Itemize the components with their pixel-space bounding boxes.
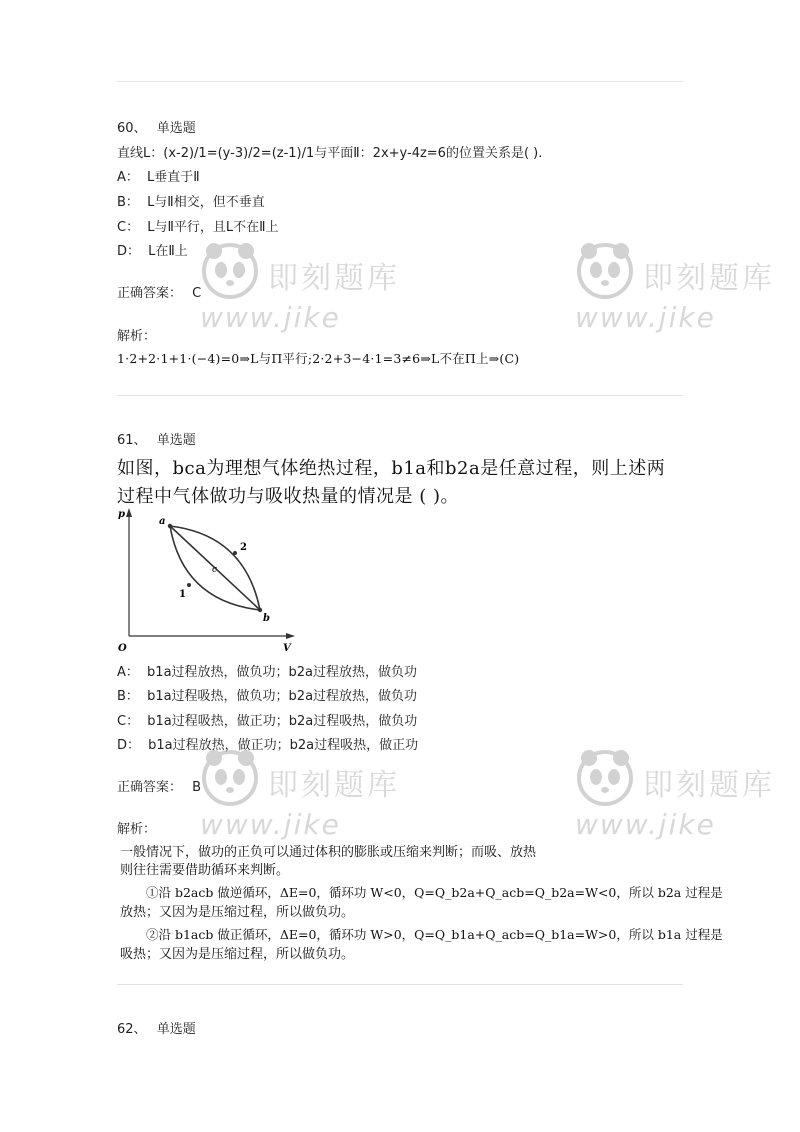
watermark-site: www.jike [575,301,716,334]
point-1 [187,583,191,587]
watermark-site: www.jike [575,808,716,841]
watermark-name: 即刻题库 [643,261,775,296]
watermark [200,742,420,852]
divider [117,984,683,985]
divider [117,395,683,396]
option-d: D： b1a过程放热，做正功；b2a过程吸热，做正功 [117,738,419,753]
point-b [258,608,262,612]
question-type: 单选题 [156,121,196,136]
analysis-label-60: 解析： [117,329,157,344]
label-a: a [159,516,166,527]
watermark-name: 即刻题库 [268,261,400,296]
question-number: 61、 [117,433,147,448]
label-1: 1 [179,589,186,600]
question-type: 单选题 [156,1022,196,1037]
label-b: b [263,613,270,624]
panda-logo-icon [575,241,635,301]
watermark [575,742,800,852]
question-number: 60、 [117,121,147,136]
watermark [575,235,800,345]
option-c: C： L与Ⅱ平行，且L不在Ⅱ上 [117,220,279,235]
origin-label: O [118,643,127,654]
y-axis-arrow-icon [126,508,132,517]
point-a [168,524,172,528]
analysis-61-line3: ①沿 b2acb 做逆循环，ΔE=0，循环功 W<0，Q=Q_b2a+Q_acb=Q_b2a=W<0，所以 b2a 过程是 [146,885,723,900]
option-b: B： L与Ⅱ相交，但不垂直 [117,195,265,210]
option-a: A： L垂直于Ⅱ [117,170,200,185]
question-60-stem: 直线L：(x-2)/1=(y-3)/2=(z-1)/1与平面Ⅱ：2x+y-4z=6的位置关系是( ). [117,146,543,161]
question-60-header [117,120,196,138]
option-c: C： b1a过程吸热，做正功；b2a过程吸热，做负功 [117,714,418,729]
question-61-stem-line1: 如图，bca为理想气体绝热过程，b1a和b2a是任意过程，则上述两 [117,458,666,479]
analysis-61-line6: 吸热；又因为是压缩过程，所以做负功。 [120,947,355,962]
pv-diagram [115,505,300,655]
option-d: D： L在Ⅱ上 [117,244,188,259]
panda-logo-icon [200,748,260,808]
divider [117,81,683,82]
y-axis-label: p [118,509,125,520]
watermark-site: www.jike [200,808,341,841]
x-axis-arrow-icon [286,633,295,639]
x-axis-label: V [283,643,291,654]
analysis-61-line5: ②沿 b1acb 做正循环，ΔE=0，循环功 W>0，Q=Q_b1a+Q_acb=Q_b1a=W>0，所以 b1a 过程是 [146,927,723,942]
panda-logo-icon [200,241,260,301]
question-number: 62、 [117,1022,147,1037]
watermark-site: www.jike [200,301,341,334]
question-type: 单选题 [156,433,196,448]
point-2 [233,551,237,555]
label-2: 2 [240,542,247,553]
watermark-name: 即刻题库 [268,768,400,803]
label-c: c [212,565,218,575]
watermark-name: 即刻题库 [643,768,775,803]
watermark [200,235,420,345]
question-61-stem-line2: 过程中气体做功与吸收热量的情况是 ( )。 [117,486,459,507]
question-62-header [117,1021,196,1039]
option-b: B： b1a过程吸热，做负功；b2a过程放热，做负功 [117,689,418,704]
analysis-60-formula: 1·2+2·1+1·(−4)=0⇒L与Π平行;2·2+3−4·1=3≠6⇒L不在Π上⇒(C) [117,351,520,366]
analysis-61-line4: 放热；又因为是压缩过程，所以做负功。 [120,905,355,920]
question-61-header [117,432,196,450]
analysis-label-61: 解析： [117,822,157,837]
option-a: A： b1a过程放热，做负功；b2a过程放热，做负功 [117,665,418,680]
analysis-61-line1: 一般情况下，做功的正负可以通过体积的膨胀或压缩来判断；而吸、放热 [120,845,537,860]
analysis-61-line2: 则往往需要借助循环来判断。 [120,863,290,878]
answer-61: 正确答案： B [117,780,202,795]
answer-60: 正确答案： C [117,286,202,301]
panda-logo-icon [575,748,635,808]
